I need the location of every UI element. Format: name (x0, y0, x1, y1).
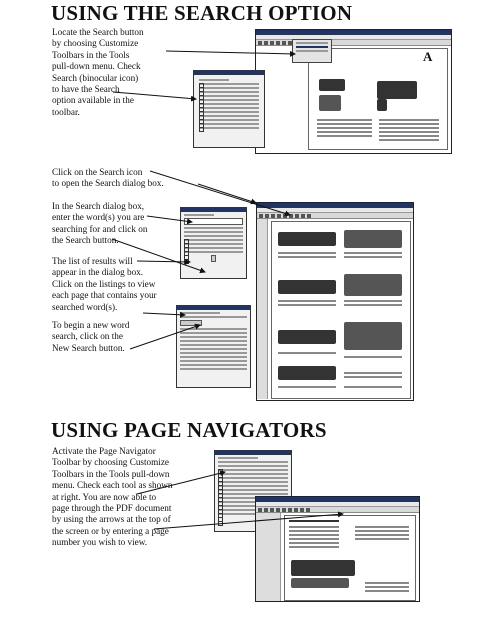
arrow-to-search-icon (150, 171, 290, 215)
search-option-heading: USING THE SEARCH OPTION (51, 1, 353, 25)
page-navigators-heading: USING PAGE NAVIGATORS (51, 418, 327, 442)
text-line: to open the Search dialog box. (52, 178, 164, 189)
text-line: menu. Check each tool as shown (52, 480, 173, 491)
text-line: searched word(s). (52, 301, 118, 312)
arrow-to-results-list-2 (143, 313, 185, 315)
arrow-to-page-arrows (154, 514, 343, 529)
arrow-to-search-button (112, 239, 205, 272)
arrow-to-tools-menu (166, 51, 295, 54)
text-line: page through the PDF document (52, 503, 172, 514)
text-line: the Search button. (52, 235, 119, 246)
text-line: at right. You are now able to (52, 491, 157, 502)
arrow-to-search-checkbox (113, 92, 196, 99)
text-line: enter the word(s) you are (52, 212, 145, 223)
text-line: Click on the Search icon (52, 167, 143, 177)
text-line: to have the Search (52, 84, 120, 95)
arrow-to-search-dialog (198, 184, 256, 203)
text-line: appear in the dialog box. (52, 267, 144, 278)
text-line: Toolbar by choosing Customize (52, 457, 169, 468)
text-line: toolbar. (52, 106, 80, 117)
text-line: searching for and click on (52, 223, 148, 234)
text-line: Toolbars in the Tools (52, 49, 130, 60)
text-line: Activate the Page Navigator (52, 446, 156, 456)
text-line: Locate the Search button (52, 27, 144, 37)
text-line: To begin a new word (52, 320, 130, 330)
text-line: search, click on the (52, 331, 123, 342)
text-line: New Search button. (52, 342, 125, 353)
text-line: In the Search dialog box, (52, 201, 145, 211)
text-line: the screen or by entering a page (52, 525, 169, 536)
text-line: number you wish to view. (52, 537, 148, 548)
text-line: by choosing Customize (52, 38, 139, 49)
page-letter: A (423, 49, 433, 64)
text-line: each page that contains your (52, 290, 157, 301)
text-line: Click on the listings to view (52, 278, 156, 289)
text-line: The list of results will (52, 256, 133, 266)
text-line: by using the arrows at the top of (52, 514, 171, 525)
text-line: pull-down menu. Check (52, 61, 141, 72)
text-line: option available in the (52, 95, 134, 106)
text-line: Search (binocular icon) (52, 72, 139, 83)
arrow-to-new-search-button (130, 325, 200, 349)
arrow-to-results-list (137, 261, 190, 262)
arrow-to-search-input (147, 216, 192, 222)
arrow-to-navigator-toolbar (137, 472, 225, 494)
text-line: Toolbars in the Tools pull-down (52, 468, 170, 479)
